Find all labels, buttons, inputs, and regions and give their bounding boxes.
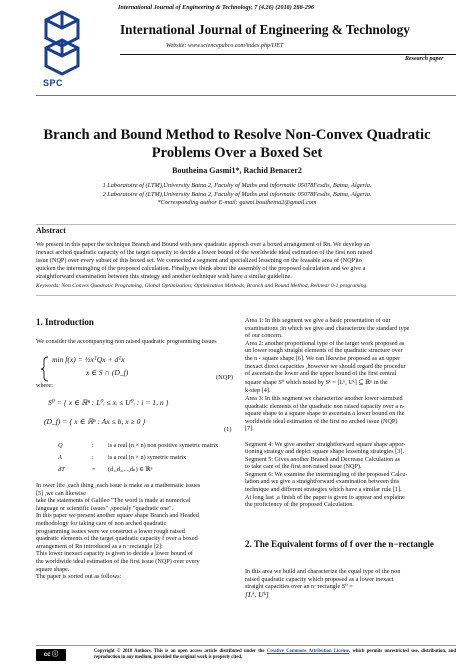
journal-citation-line: International Journal of Engineering & Technology, 7 (4.26) (2018) 288-296 bbox=[118, 4, 315, 11]
abstract-line: inexact arched quadratic capacity of the target capacity to decide a lower bound of the worldwide ideal estimation of the first non raised bbox=[36, 248, 373, 256]
section-1-heading: 1. Introduction bbox=[36, 317, 94, 327]
definition-row bbox=[36, 454, 236, 466]
definition-row bbox=[36, 466, 236, 478]
outline-line: worldwide ideal estimation of the first no arched issue (NQP) bbox=[245, 417, 398, 425]
outline-line: [7]. bbox=[245, 425, 254, 433]
paragraph-line: square shape. bbox=[36, 565, 70, 573]
outline-line: un lower rough straight elements of the quadratic structure over bbox=[245, 347, 403, 355]
footer-rule bbox=[36, 645, 456, 646]
definition-desc: (d₁,d₂,...,dₙ) ∈ ℝⁿ bbox=[108, 466, 153, 473]
affiliation-1: 1 Laboratoire of (LTM),University Batna 2, Faculty of Maths and informatic 05078Fesdis, Batna, Algeria. bbox=[102, 182, 372, 189]
authors: Boutheina Gasmi1*, Rachid Benacer2 bbox=[172, 166, 302, 175]
outline-line bbox=[245, 433, 455, 441]
equation-df: (D_f) = { x ∈ ℝⁿ : Ax ≤ b, x ≥ 0 } bbox=[44, 417, 146, 426]
outline-line: of our concern. bbox=[245, 332, 283, 340]
abstract-line: straightforward examination between this strategy and another technique wish have a similar guideline. bbox=[36, 272, 292, 280]
outline-line: Area 1: In this segment we give a basic presentation of our bbox=[245, 317, 391, 324]
paper-type-label: Research paper bbox=[405, 56, 444, 62]
affiliation-2: 2 Laboratoire of (LTM),University Batna 2, Faculty of Maths and informatic 05078Fesdis, Batna, Algeria. bbox=[102, 190, 372, 198]
outline-line: the proficiency of the proposed Calculation. bbox=[245, 501, 354, 509]
section-2-line: In this area we build and characterize the equal type of the non bbox=[245, 568, 401, 575]
definition-desc: is a real (n × n) symetric matrix bbox=[108, 454, 187, 461]
intro-paragraphs bbox=[36, 482, 236, 581]
paper-title-line-1: Branch and Bound Method to Resolve Non-Convex Quadratic bbox=[43, 127, 431, 143]
license-link[interactable]: Creative Commons Attribution License bbox=[266, 649, 349, 654]
abstract-line: We present in this paper the technique Branch and Bound with new quadratic approch over a boxed arrangement of Rn. We develop an bbox=[36, 241, 370, 248]
paragraph-line: quadratic elements of the target quadratic capacity f over a boxed bbox=[36, 535, 198, 543]
paragraph-line: language or scientific issues" ,specialy "quadratic one". bbox=[36, 504, 174, 512]
definition-symbol: A bbox=[58, 454, 62, 461]
journal-title: International Journal of Engineering & Technology bbox=[120, 22, 410, 37]
intro-text: We consider the accompanying non raised quadratic programming issues bbox=[36, 338, 217, 345]
left-brace-icon bbox=[40, 356, 50, 382]
paragraph-line: In this paper we present another square shape Branch and Headed bbox=[36, 512, 199, 520]
paragraph-line: The paper is sorted out as follows: bbox=[36, 573, 122, 581]
paragraph-line: the worldwide ideal estimation of the first issue (NQP) over every bbox=[36, 557, 200, 565]
header-divider bbox=[36, 95, 456, 96]
paragraph-line: [5] ,we can likewise bbox=[36, 489, 86, 497]
section-2-line: raised quadratic capacity which proposed as a lower inexact bbox=[245, 575, 394, 583]
keywords: Keywords: Non Convex Quadratic Programing, Global Optimization; Optimization Methods, Branch and Bound Method, Belinear 0-1 programing. bbox=[36, 283, 368, 289]
paragraph-line: This lower inexact capacity is given to decide a lower bound of bbox=[36, 550, 193, 558]
paper-outline bbox=[245, 317, 455, 509]
definition-row bbox=[36, 442, 236, 454]
paper-title bbox=[20, 126, 454, 162]
section-2-line: straight capacities over an n−rectangle S⁰ = bbox=[245, 583, 353, 591]
definition-symbol: Q bbox=[58, 442, 63, 449]
outline-line: square shape to a square shape to ascertain a lower bound on the bbox=[245, 410, 405, 418]
outline-line: tioning strategy and depict square shape lessening strategies [3]. bbox=[245, 448, 404, 456]
corresponding-author: *Corresponding author E-mail: gasmi.boutheina2@gmail.com bbox=[157, 199, 317, 207]
equation-tag-1: (1) bbox=[224, 426, 232, 433]
outline-line: k-step [4]. bbox=[245, 387, 271, 395]
outline-line: the n - square shape [6]. We can likewise proposed as an upper bbox=[245, 354, 401, 362]
outline-line: At long last ,a finish of the paper is given to appear and explaine bbox=[245, 493, 405, 501]
equation-nqp-brace bbox=[40, 356, 50, 384]
where-label: where: bbox=[36, 382, 53, 389]
copyright-notice bbox=[94, 649, 456, 661]
equation-constraint: x ∈ S ∩ (D_f) bbox=[86, 368, 129, 377]
abstract-heading: Abstract bbox=[36, 226, 66, 235]
paragraph-line: In ower life ,each thing ,each issue is make as a mathematic issues bbox=[36, 482, 201, 489]
equation-objective: min f(x) = ½xᵀQx + dᵀx bbox=[52, 355, 125, 364]
equation-s0: S⁰ = { x ∈ ℝⁿ : L⁰ᵢ ≤ xᵢ ≤ U⁰ᵢ : i = 1, n } bbox=[48, 398, 169, 407]
outline-line: Area 3: In this segment we characterize another lower surmised bbox=[245, 394, 403, 402]
section-2-heading: 2. The Equivalent forms of f over the n−rectangle bbox=[245, 539, 434, 549]
outline-line: square shape S⁰ which noted by Sᵏ = [Lᵏ, Uᵏ] ⊆ ℝⁿ in the bbox=[245, 378, 388, 386]
outline-line: lation and we give a straightforward examination between this bbox=[245, 478, 400, 486]
copyright-text: Copyright © 2018 Authors. This is an open access article distributed under the bbox=[94, 649, 267, 654]
outline-line: to take care of the first non raised issue (NQP). bbox=[245, 463, 362, 471]
copyright-text-end: , which permits unrestricted use, distribution, and reproduction in any medium, provided the original work is properly cited. bbox=[94, 649, 456, 660]
outline-line: of ascertain the lower and the upper bound of the first central bbox=[245, 370, 397, 378]
abstract-line: issue (NQP) over every subset of this boxed set. We connected a segment and specialized lessening on the feasable area of (NQP)to bbox=[36, 256, 362, 264]
outline-line: Segment 4: We give another straightforward square shape appor- bbox=[245, 440, 406, 448]
equation-tag-nqp: (NQP) bbox=[216, 374, 234, 381]
outline-line: Segment 6: We examine the intermingling of the proposed Calcu- bbox=[245, 470, 408, 478]
definition-colon: : bbox=[92, 454, 94, 461]
paragraph-line: methodology for taking care of non arched quadratic bbox=[36, 519, 167, 527]
creative-commons-icon[interactable]: cc ⓘ bbox=[36, 649, 66, 661]
definition-colon: = bbox=[92, 466, 96, 473]
outline-line: examinations ;in which we give and characterize the standard type bbox=[245, 324, 410, 332]
abstract-line: quicken the intermingling of the proposed calculation. Finally,we think about the assembly of the proposed calculation and we give a bbox=[36, 264, 366, 272]
paragraph-line: programming issues were we construct a lower rough raised bbox=[36, 527, 185, 535]
header-rule bbox=[120, 54, 456, 55]
outline-line: inexact direct capacities ,however we should regard the procedur bbox=[245, 362, 406, 370]
paragraph-line: arrangement of Rn introduced as a n−rectangle [2]: bbox=[36, 542, 163, 550]
affiliations bbox=[20, 182, 454, 208]
outline-line: Segment 5: Gives another Branch and Decrease Calculation as bbox=[245, 455, 400, 463]
outline-line: quadratic elements of the quadratic non raised capacity over a n- bbox=[245, 402, 405, 410]
outline-line: Area 2: another proportional type of the target work proposed as bbox=[245, 339, 405, 347]
definition-colon: : bbox=[92, 442, 94, 449]
section-2-text bbox=[245, 568, 455, 598]
definition-symbol: dT bbox=[58, 466, 65, 473]
section-2-line: [Lᵏ, Uᵏ] bbox=[245, 589, 269, 599]
paragraph-line: take the statements of Galileo "The word is made at numerical bbox=[36, 497, 191, 505]
paper-title-line-2: Problems Over a Boxed Set bbox=[151, 145, 323, 161]
definition-desc: is a real (n × n) non positive symetric matrix bbox=[108, 442, 219, 449]
definitions-list bbox=[36, 442, 236, 478]
publisher-logo-text: SPC bbox=[43, 78, 64, 88]
outline-line: technique and different strategies which have a similar rule [1]. bbox=[245, 486, 402, 494]
journal-website[interactable]: Website: www.sciencepubco.com/index.php/IJET bbox=[166, 43, 284, 49]
abstract-text bbox=[36, 241, 456, 281]
